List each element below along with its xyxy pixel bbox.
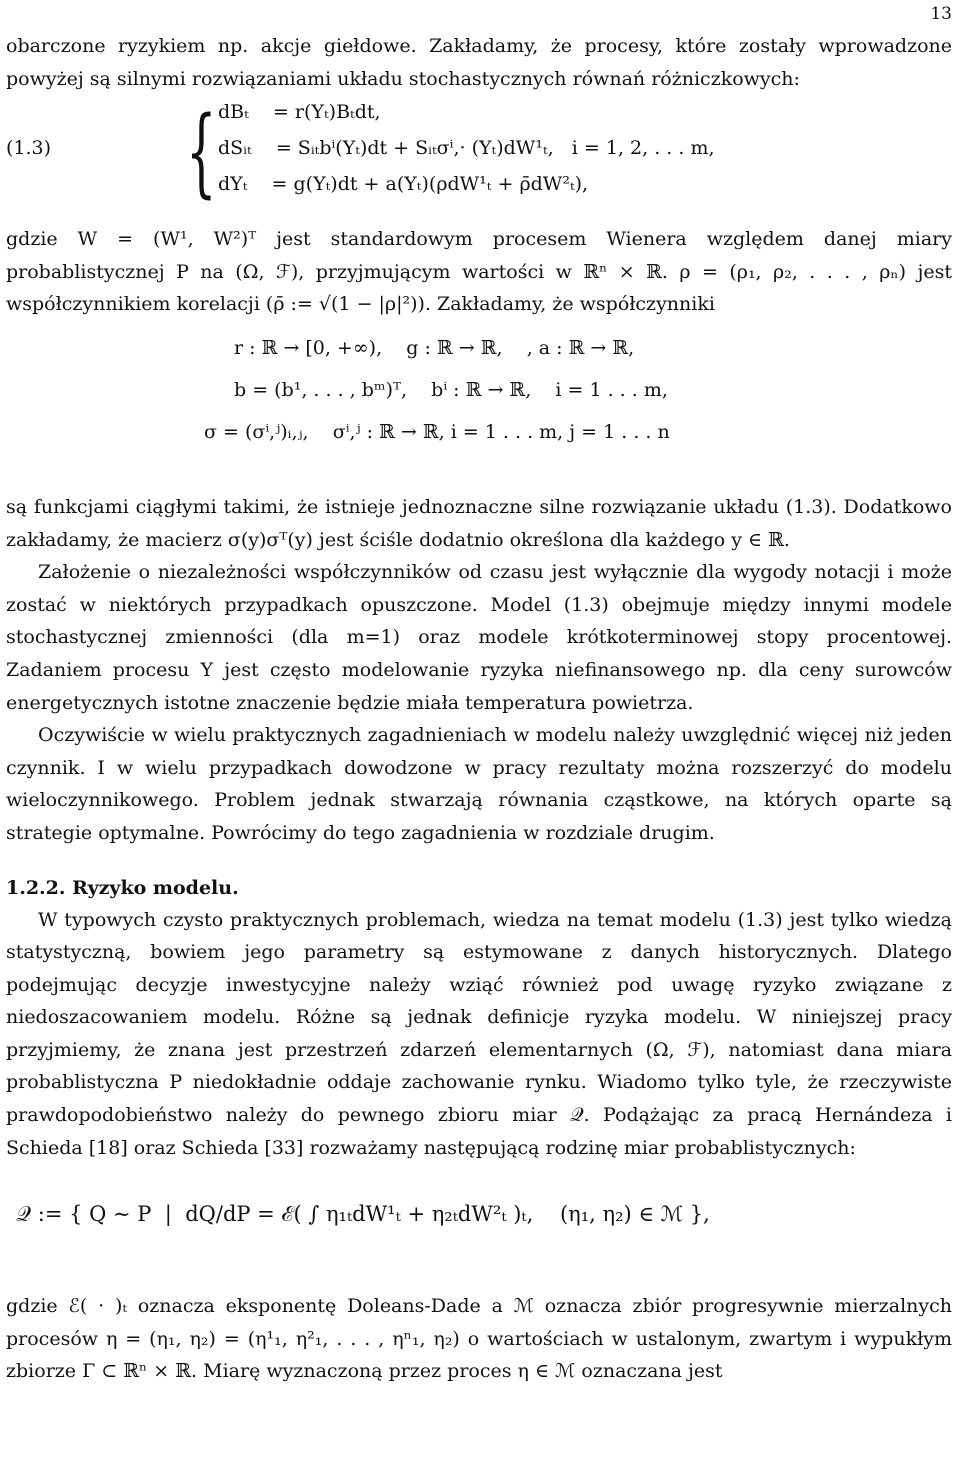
definition-line-2: b = (b¹, . . . , bᵐ)ᵀ, bⁱ : ℝ → ℝ, i = 1 . . . m,: [234, 378, 668, 401]
paragraph-wiener: gdzie W = (W¹, W²)ᵀ jest standardowym procesem Wienera względem danej miary probablistycznej P na (Ω, ℱ), przyjmującym wartości w ℝⁿ × ℝ. ρ = (ρ₁, ρ₂, . . . , ρₙ) jest współczynnikiem korelacji (ρ̄ := √(1 − |ρ|²)). Zakładamy, że współczynniki: [6, 228, 952, 316]
equation-line-stock: dSᵢₜ = Sᵢₜbⁱ(Yₜ)dt + Sᵢₜσⁱ,· (Yₜ)dW¹ₜ, i = 1, 2, . . . m,: [218, 137, 715, 160]
equation-lines: [218, 101, 715, 209]
paragraph-final: gdzie ℰ( · )ₜ oznacza eksponentę Doleans-Dade a ℳ oznacza zbiór progresywnie mierzalnych procesów η = (η₁, η₂) = (η¹₁, η²₁, . . . , ηⁿ₁, η₂) o wartościach w ustalonym, zwartym i wypukłym zbiorze Γ ⊂ ℝⁿ × ℝ. Miarę wyznaczoną przez proces η ∈ ℳ oznaczana jest: [6, 1295, 952, 1383]
measure-family-definition: [6, 1182, 952, 1272]
equation-label: (1.3): [6, 137, 52, 160]
page-number: 13: [930, 4, 952, 24]
equation-system: [6, 97, 952, 215]
definition-line-1: r : ℝ → [0, +∞), g : ℝ → ℝ, , a : ℝ → ℝ,: [234, 336, 635, 359]
definition-line-3: σ = (σⁱ,ʲ)ᵢ,ⱼ, σⁱ,ʲ : ℝ → ℝ, i = 1 . . . m, j = 1 . . . n: [204, 420, 670, 443]
left-brace: {: [186, 96, 217, 209]
section-heading: 1.2.2. Ryzyko modelu.: [6, 876, 239, 899]
equation-line-bond: dBₜ = r(Yₜ)Bₜdt,: [218, 101, 381, 124]
paragraph-multifactor: Oczywiście w wielu praktycznych zagadnieniach w modelu należy uwzględnić więcej niż jeden czynnik. I w wielu przypadkach dowodzone w pracy rezultaty można rozszerzyć do modelu wieloczynnikowego. Problem jednak stwarzają równania cząstkowe, na których oparte są strategie optymalne. Powrócimy do tego zagadnienia w rozdziale drugim.: [6, 724, 952, 844]
paragraph-intro: obarczone ryzykiem np. akcje giełdowe. Zakładamy, że procesy, które zostały wprowadzone powyżej są silnymi rozwiązaniami układu stochastycznych równań różniczkowych:: [6, 35, 952, 90]
equation-line-factor: dYₜ = g(Yₜ)dt + a(Yₜ)(ρdW¹ₜ + ρ̄dW²ₜ),: [218, 173, 589, 196]
paragraph-assumption: Założenie o niezależności współczynników od czasu jest wyłącznie dla wygody notacji i może zostać w niektórych przypadkach opuszczone. Model (1.3) obejmuje między innymi modele stochastycznej zmienności (dla m=1) oraz modele krótkoterminowej stopy procentowej. Zadaniem procesu Y jest często modelowanie ryzyka niefinansowego np. dla ceny surowców energetycznych istotne znaczenie będzie miała temperatura powietrza.: [6, 561, 952, 714]
coefficient-definitions: [6, 337, 952, 463]
page-content: [6, 30, 952, 1388]
measure-family-formula: 𝒬 := { Q ∼ P | dQ/dP = ℰ( ∫ η₁ₜdW¹ₜ + η₂ₜdW²ₜ )ₜ, (η₁, η₂) ∈ ℳ },: [16, 1202, 710, 1227]
paragraph-continuity: są funkcjami ciągłymi takimi, że istnieje jednoznaczne silne rozwiązanie układu (1.3). Dodatkowo zakładamy, że macierz σ(y)σᵀ(y) jest ściśle dodatnio określona dla każdego y ∈ ℝ.: [6, 495, 952, 551]
paragraph-model-risk: W typowych czysto praktycznych problemach, wiedza na temat modelu (1.3) jest tylko wiedzą statystyczną, bowiem jego parametry są estymowane z danych historycznych. Dlatego podejmując decyzje inwestycyjne należy wziąć również pod uwagę ryzyko związane z niedoszacowaniem modelu. Różne są jednak definicje ryzyka modelu. W niniejszej pracy przyjmiemy, że znana jest przestrzeń zdarzeń elementarnych (Ω, ℱ), natomiast dana miara probablistyczna P niedokładnie oddaje zachowanie rynku. Wiadomo tylko tyle, że rzeczywiste prawdopodobieństwo należy do pewnego zbioru miar 𝒬. Podążając za pracą Hernándeza i Schieda [18] oraz Schieda [33] rozważamy następującą rodzinę miar probablistycznych:: [6, 908, 952, 1159]
